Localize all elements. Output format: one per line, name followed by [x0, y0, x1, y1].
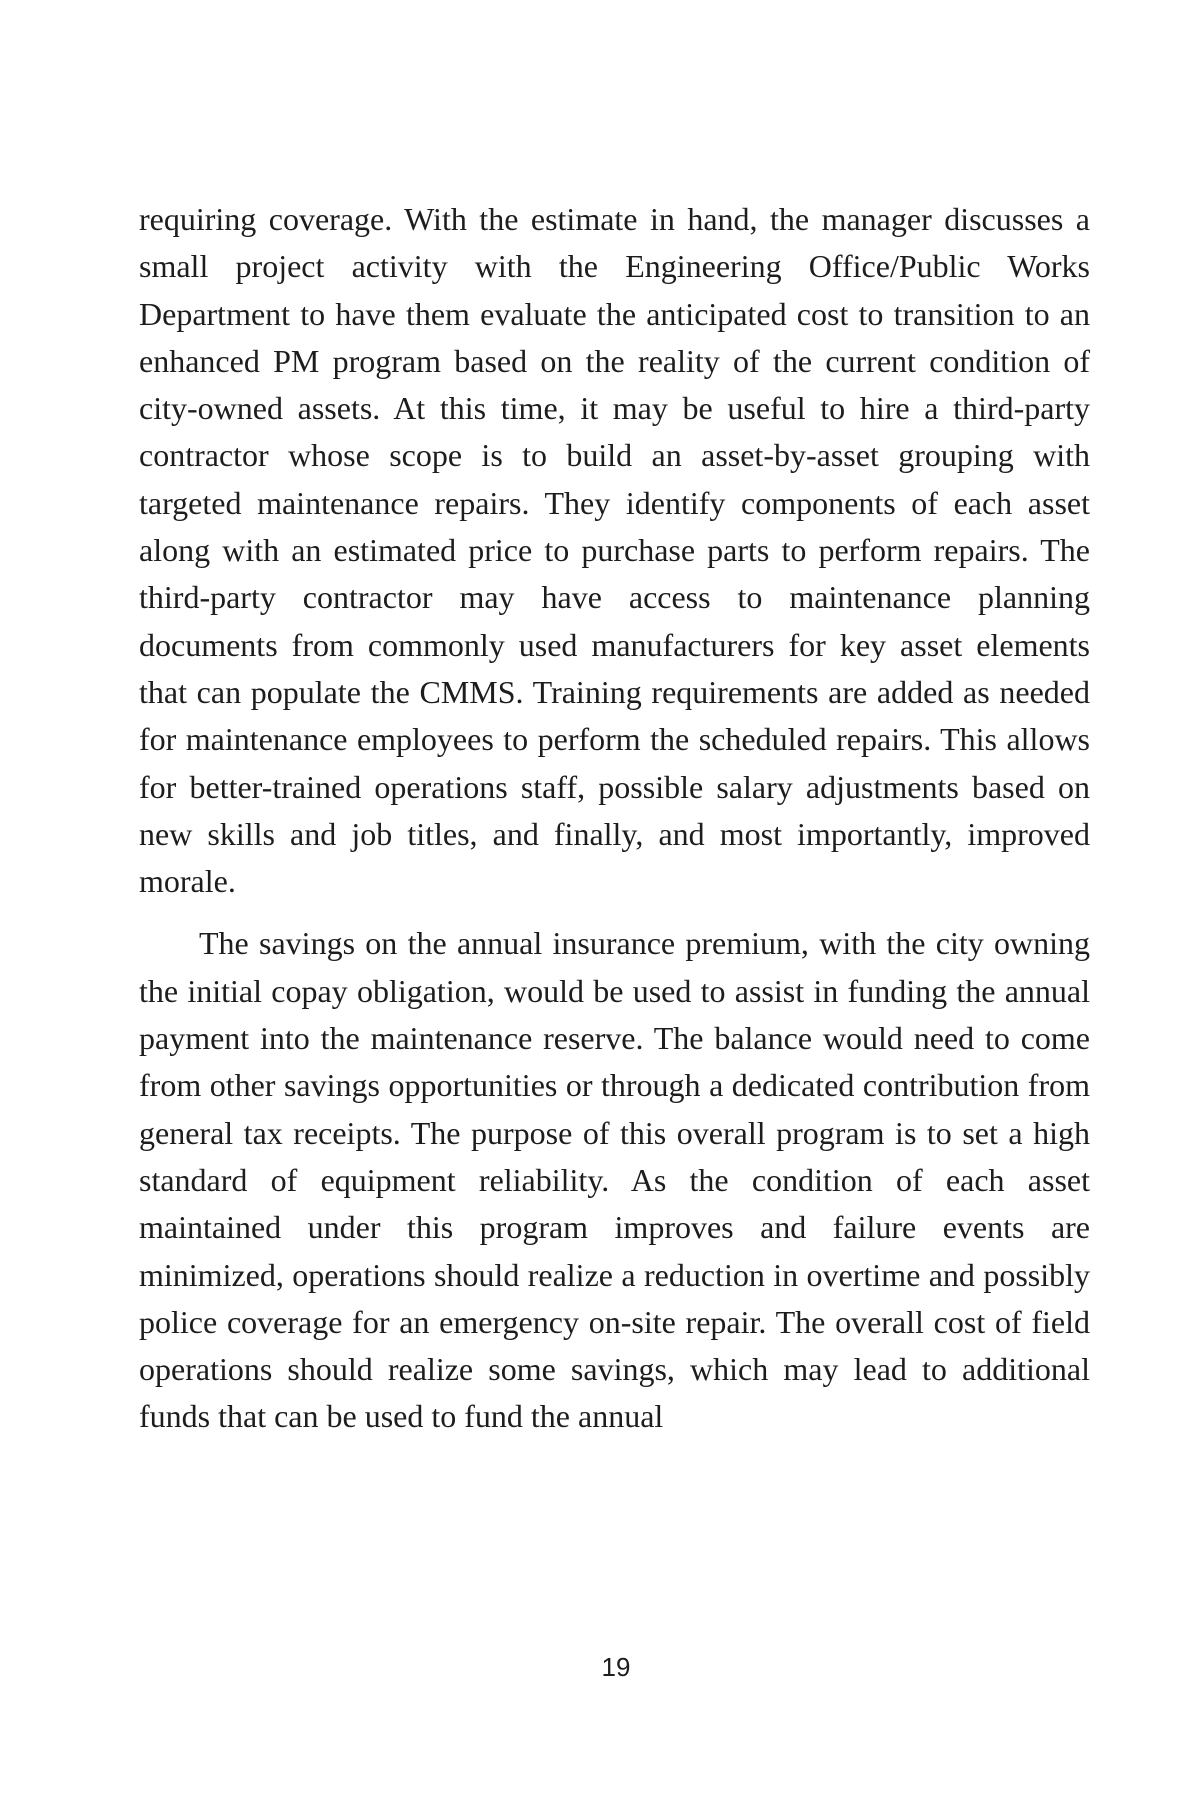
paragraph-insurance-savings: The savings on the annual insurance premium, with the city owning the initial copay obligation, would be used to assist in funding the annual payment into the maintenance reserve. The balance would need to come from other savings opportunities or through a dedicated contribution from general tax receipts. The purpose of this overall program is to set a high standard of equipment reliability. As the condition of each asset maintained under this program improves and failure events are minimized, operations should realize a reduction in overtime and possibly police coverage for an emergency on-site repair. The overall cost of field operations should realize some savings, which may lead to additional funds that can be used to fund the annual [139, 925, 1090, 1435]
paragraph-continuation: requiring coverage. With the estimate in hand, the manager discusses a small project activity with the Engineering Office/Public Works Department to have them evaluate the anticipated cost to transition to an enhanced PM program based on the reality of the current condition of city-owned assets. At this time, it may be useful to hire a third-party contractor whose scope is to build an asset-by-asset grouping with targeted maintenance repairs. They identify components of each asset along with an estimated price to purchase parts to perform repairs. The third-party contractor may have access to maintenance planning documents from commonly used manufacturers for key asset elements that can populate the CMMS. Training requirements are added as needed for maintenance employees to perform the scheduled repairs. This allows for better-trained operations staff, possible salary adjustments based on new skills and job titles, and finally, and most importantly, improved morale. [139, 201, 1090, 900]
body-text [139, 196, 1090, 1441]
page-number: 19 [601, 1652, 631, 1682]
